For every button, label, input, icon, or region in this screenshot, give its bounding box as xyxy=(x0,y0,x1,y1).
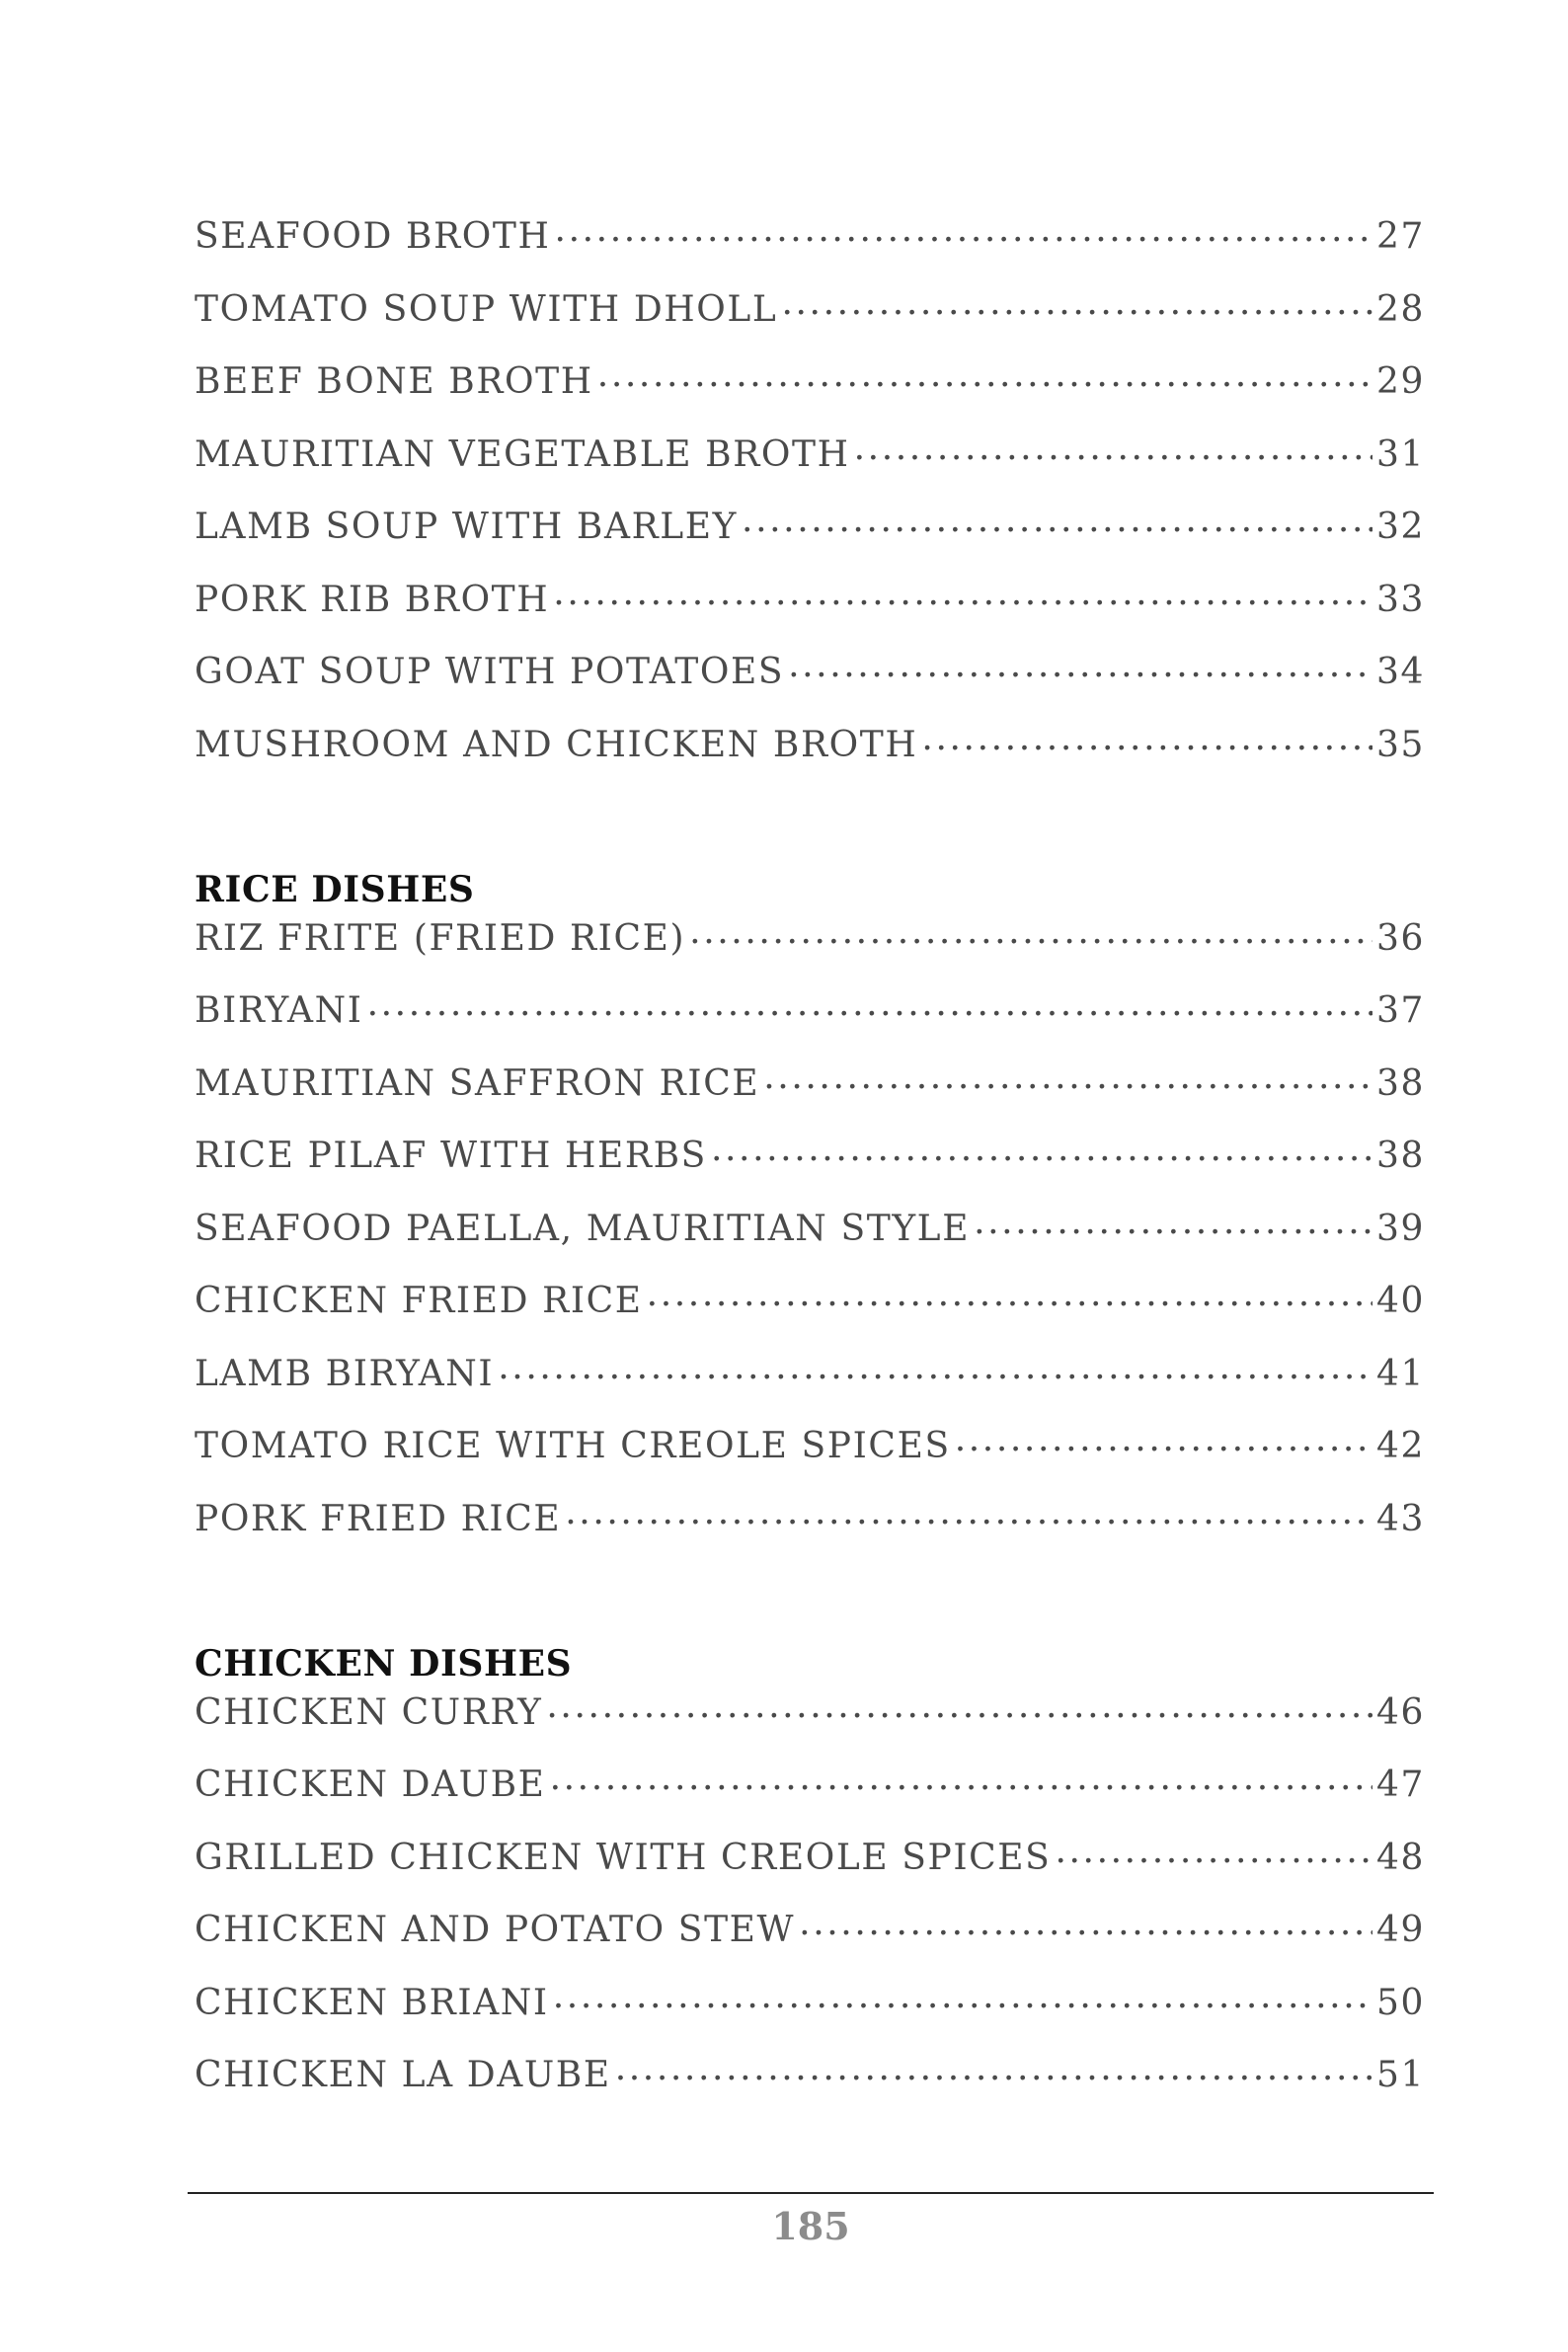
toc-entry-page: 47 xyxy=(1375,1764,1425,1805)
dot-leader xyxy=(854,431,1372,466)
toc-entry-title: RIZ FRITE (FRIED RICE) xyxy=(195,917,686,959)
dot-leader xyxy=(498,1350,1372,1385)
toc-entry-title: BIRYANI xyxy=(195,990,363,1031)
toc-entry[interactable] xyxy=(195,1688,1425,1762)
toc-entry[interactable] xyxy=(195,721,1425,794)
toc-entry[interactable] xyxy=(195,1834,1425,1907)
toc-entry-title: LAMB BIRYANI xyxy=(195,1353,495,1394)
page-number: 185 xyxy=(771,2204,850,2248)
toc-entry-title: PORK FRIED RICE xyxy=(195,1498,562,1539)
toc-entry[interactable] xyxy=(195,1979,1425,2052)
dot-leader xyxy=(742,503,1372,538)
toc-entry[interactable] xyxy=(195,285,1425,358)
toc-entry-title: TOMATO RICE WITH CREOLE SPICES xyxy=(195,1426,951,1466)
dot-leader xyxy=(647,1277,1372,1312)
dot-leader xyxy=(615,2051,1372,2086)
toc-entry[interactable] xyxy=(195,1205,1425,1278)
toc-entry[interactable] xyxy=(195,1059,1425,1133)
toc-entry-page: 50 xyxy=(1375,1982,1425,2023)
dot-leader xyxy=(781,285,1372,321)
toc-entry[interactable] xyxy=(195,212,1425,285)
toc-entry-title: PORK RIB BROTH xyxy=(195,579,550,620)
toc-entry-title: CHICKEN FRIED RICE xyxy=(195,1281,643,1321)
toc-entry-page: 27 xyxy=(1375,216,1425,257)
toc-entry-title: LAMB SOUP WITH BARLEY xyxy=(195,507,739,547)
dot-leader xyxy=(974,1205,1372,1240)
table-of-contents xyxy=(195,212,1425,2124)
section-spacer xyxy=(195,793,1425,841)
toc-entry[interactable] xyxy=(195,357,1425,431)
toc-entry-title: SEAFOOD BROTH xyxy=(195,216,551,257)
toc-entry-title: CHICKEN BRIANI xyxy=(195,1982,549,2023)
section-spacer xyxy=(195,1567,1425,1615)
toc-entry-title: GOAT SOUP WITH POTATOES xyxy=(195,652,785,692)
toc-entry-page: 51 xyxy=(1375,2055,1425,2095)
toc-entry[interactable] xyxy=(195,1350,1425,1423)
toc-entry-title: CHICKEN AND POTATO STEW xyxy=(195,1910,796,1950)
dot-leader xyxy=(546,1688,1372,1724)
toc-entry[interactable] xyxy=(195,1906,1425,1979)
dot-leader xyxy=(550,1761,1372,1796)
toc-entry[interactable] xyxy=(195,986,1425,1059)
toc-entry-page: 32 xyxy=(1375,507,1425,547)
toc-entry-title: RICE PILAF WITH HERBS xyxy=(195,1136,707,1176)
footer-divider xyxy=(188,2192,1434,2194)
dot-leader xyxy=(597,357,1372,393)
dot-leader xyxy=(367,986,1372,1022)
toc-entry[interactable] xyxy=(195,576,1425,649)
section-heading: RICE DISHES xyxy=(195,868,475,910)
toc-entry[interactable] xyxy=(195,1422,1425,1495)
toc-entry-title: MAURITIAN VEGETABLE BROTH xyxy=(195,433,850,475)
toc-entry-title: MUSHROOM AND CHICKEN BROTH xyxy=(195,724,918,765)
toc-entry[interactable] xyxy=(195,1132,1425,1205)
toc-entry-page: 49 xyxy=(1375,1910,1425,1950)
dot-leader xyxy=(711,1132,1372,1167)
toc-entry-page: 28 xyxy=(1375,288,1425,330)
toc-entry-title: CHICKEN CURRY xyxy=(195,1691,543,1733)
toc-section-chicken-dishes xyxy=(195,1615,1425,2124)
toc-entry-title: BEEF BONE BROTH xyxy=(195,361,593,402)
toc-entry-page: 38 xyxy=(1375,1062,1425,1104)
toc-entry-page: 40 xyxy=(1375,1281,1425,1321)
toc-entry-page: 31 xyxy=(1375,433,1425,475)
toc-entry-page: 29 xyxy=(1375,361,1425,402)
dot-leader xyxy=(955,1422,1372,1457)
toc-entry-page: 39 xyxy=(1375,1208,1425,1249)
toc-entry[interactable] xyxy=(195,431,1425,504)
toc-entry[interactable] xyxy=(195,503,1425,576)
toc-entry-title: SEAFOOD PAELLA, MAURITIAN STYLE xyxy=(195,1208,971,1249)
toc-entry[interactable] xyxy=(195,648,1425,721)
dot-leader xyxy=(1055,1834,1372,1869)
dot-leader xyxy=(763,1059,1372,1095)
toc-section-soups xyxy=(195,212,1425,793)
dot-leader xyxy=(788,648,1372,683)
section-heading: CHICKEN DISHES xyxy=(195,1642,573,1685)
toc-entry-page: 38 xyxy=(1375,1136,1425,1176)
toc-entry[interactable] xyxy=(195,1495,1425,1568)
dot-leader xyxy=(553,1979,1372,2014)
dot-leader xyxy=(689,914,1372,950)
toc-entry-page: 37 xyxy=(1375,990,1425,1031)
dot-leader xyxy=(565,1495,1372,1530)
dot-leader xyxy=(555,212,1372,248)
toc-entry-title: TOMATO SOUP WITH DHOLL xyxy=(195,288,778,330)
toc-entry-title: CHICKEN DAUBE xyxy=(195,1764,546,1805)
toc-entry-title: CHICKEN LA DAUBE xyxy=(195,2055,611,2095)
toc-entry[interactable] xyxy=(195,2051,1425,2124)
toc-entry[interactable] xyxy=(195,914,1425,987)
toc-section-rice-dishes xyxy=(195,841,1425,1567)
toc-entry-title: GRILLED CHICKEN WITH CREOLE SPICES xyxy=(195,1837,1052,1878)
toc-entry-page: 35 xyxy=(1375,724,1425,765)
toc-entry-page: 43 xyxy=(1375,1498,1425,1539)
toc-entry-page: 42 xyxy=(1375,1426,1425,1466)
toc-entry[interactable] xyxy=(195,1761,1425,1834)
toc-entry[interactable] xyxy=(195,1277,1425,1350)
dot-leader xyxy=(921,721,1372,756)
toc-entry-page: 48 xyxy=(1375,1837,1425,1878)
dot-leader xyxy=(799,1906,1372,1941)
toc-entry-page: 33 xyxy=(1375,579,1425,620)
toc-entry-page: 46 xyxy=(1375,1691,1425,1733)
toc-entry-page: 34 xyxy=(1375,652,1425,692)
dot-leader xyxy=(553,576,1372,611)
toc-entry-title: MAURITIAN SAFFRON RICE xyxy=(195,1062,760,1104)
toc-entry-page: 36 xyxy=(1375,917,1425,959)
toc-entry-page: 41 xyxy=(1375,1353,1425,1394)
